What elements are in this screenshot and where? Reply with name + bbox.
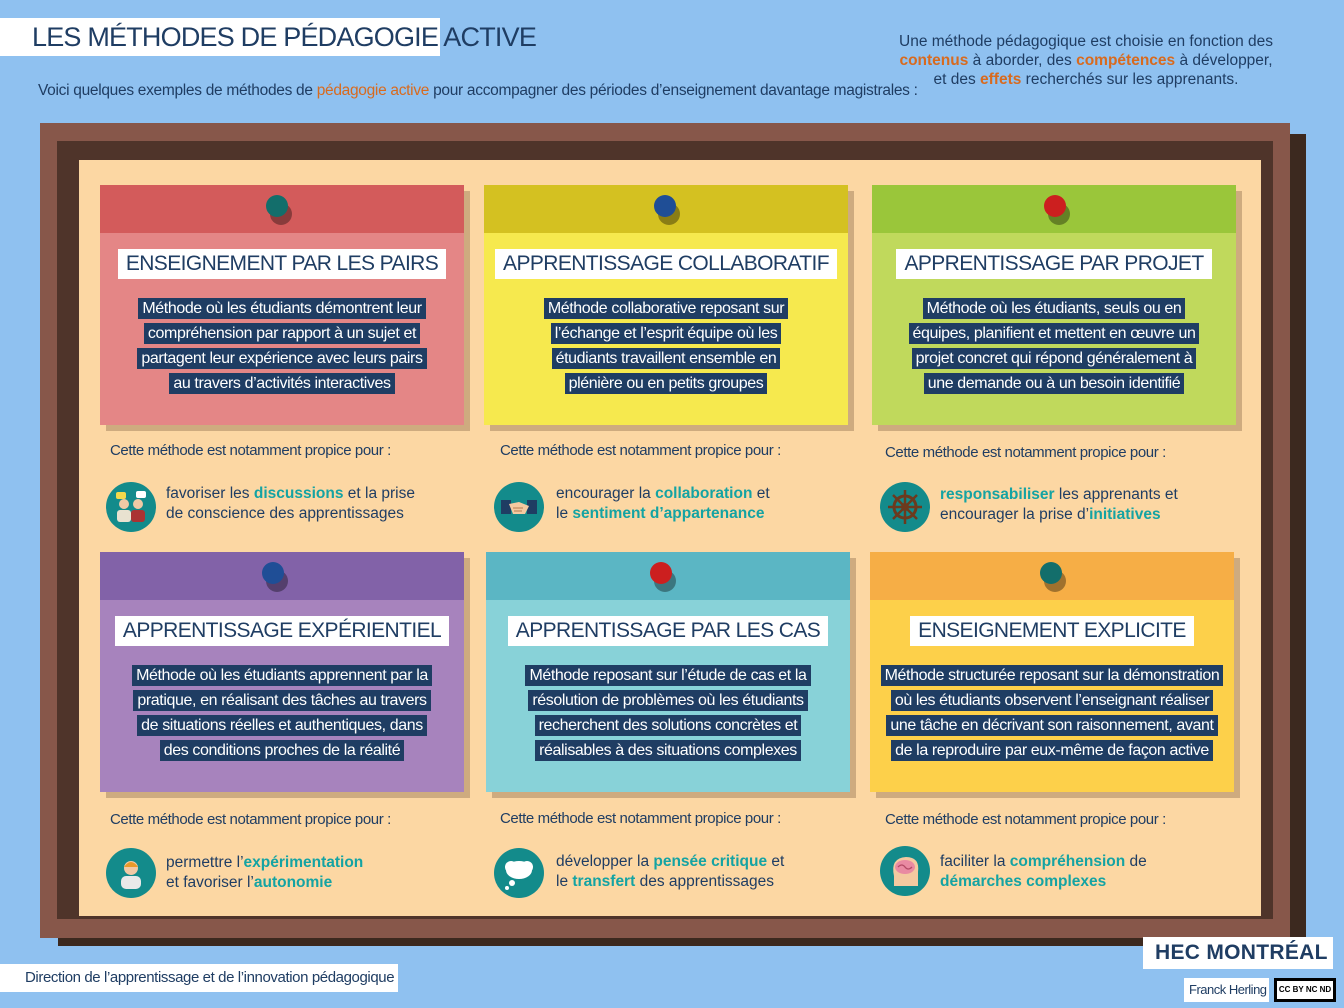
card-title bbox=[100, 616, 464, 646]
description-line: équipes, planifient et mettent en œuvre un bbox=[909, 323, 1200, 344]
card-description bbox=[870, 665, 1234, 765]
keyword-effets: effets bbox=[980, 71, 1022, 88]
benefit-part: encourager la prise d’ bbox=[940, 506, 1090, 523]
card-description bbox=[872, 298, 1236, 398]
benefit-part: le bbox=[556, 873, 573, 890]
push-pin-icon bbox=[654, 195, 680, 221]
benefit-keyword: responsabiliser bbox=[940, 486, 1055, 503]
card-title bbox=[872, 249, 1236, 279]
propice-label: Cette méthode est notamment propice pour : bbox=[500, 442, 781, 459]
hec-logo bbox=[1143, 937, 1333, 969]
benefit-part: de conscience des apprentissages bbox=[166, 505, 404, 522]
description-line: projet concret qui répond généralement à bbox=[912, 348, 1197, 369]
card-title bbox=[100, 249, 464, 279]
cc-license-badge bbox=[1274, 978, 1336, 1002]
description-line: pratique, en réalisant des tâches au travers bbox=[133, 690, 430, 711]
method-card bbox=[100, 185, 464, 425]
note-part: recherchés sur les apprenants. bbox=[1021, 71, 1239, 88]
card-title-text: APPRENTISSAGE PAR PROJET bbox=[896, 249, 1211, 279]
propice-label: Cette méthode est notamment propice pour : bbox=[885, 811, 1166, 828]
card-title-text: APPRENTISSAGE COLLABORATIF bbox=[495, 249, 837, 279]
benefit-text bbox=[940, 485, 1178, 525]
keyword-contenus: contenus bbox=[899, 52, 969, 69]
benefit-part: les apprenants et bbox=[1054, 486, 1178, 503]
ship-wheel-icon bbox=[880, 482, 930, 532]
card-title bbox=[870, 616, 1234, 646]
description-line: résolution de problèmes où les étudiants bbox=[528, 690, 807, 711]
benefit-part: encourager la bbox=[556, 485, 656, 502]
card-title bbox=[486, 616, 850, 646]
description-line: réalisables à des situations complexes bbox=[535, 740, 801, 761]
department-banner bbox=[0, 964, 398, 992]
author-credit bbox=[1184, 978, 1269, 1002]
license-text: CC BY NC ND bbox=[1277, 981, 1333, 999]
card-description bbox=[100, 665, 464, 765]
benefit-part: et la prise bbox=[343, 485, 415, 502]
benefit-part: et bbox=[752, 485, 770, 502]
description-line: une tâche en décrivant son raisonnement, avant bbox=[886, 715, 1217, 736]
card-title-text: ENSEIGNEMENT PAR LES PAIRS bbox=[118, 249, 446, 279]
method-choice-note bbox=[862, 32, 1310, 89]
description-line: une demande ou à un besoin identifié bbox=[924, 373, 1184, 394]
description-line: Méthode où les étudiants, seuls ou en bbox=[923, 298, 1186, 319]
note-line: Une méthode pédagogique est choisie en fonction des bbox=[899, 33, 1273, 50]
description-line: recherchent des solutions concrètes et bbox=[535, 715, 802, 736]
benefit-part: le bbox=[556, 505, 573, 522]
benefit-part: développer la bbox=[556, 853, 654, 870]
intro-part: pour accompagner des périodes d’enseignement davantage magistrales : bbox=[429, 82, 918, 99]
intro-highlight: pédagogie active bbox=[316, 82, 430, 99]
description-line: de situations réelles et authentiques, dans bbox=[137, 715, 427, 736]
description-line: de la reproduire par eux-même de façon active bbox=[891, 740, 1213, 761]
benefit-keyword: discussions bbox=[253, 485, 344, 502]
description-line: Méthode où les étudiants démontrent leur bbox=[138, 298, 425, 319]
note-part: à développer, bbox=[1175, 52, 1273, 69]
intro-text bbox=[38, 82, 918, 100]
keyword-competences: compétences bbox=[1076, 52, 1176, 69]
propice-label: Cette méthode est notamment propice pour : bbox=[110, 811, 391, 828]
push-pin-icon bbox=[1044, 195, 1070, 221]
intro-part: Voici quelques exemples de méthodes de bbox=[38, 82, 317, 99]
push-pin-icon bbox=[1040, 562, 1066, 588]
card-title-text: APPRENTISSAGE EXPÉRIENTIEL bbox=[115, 616, 449, 646]
people-talking-icon bbox=[106, 482, 156, 532]
benefit-keyword: compréhension bbox=[1009, 853, 1126, 870]
push-pin-icon bbox=[650, 562, 676, 588]
benefit-keyword: expérimentation bbox=[243, 854, 364, 871]
description-line: l’échange et l’esprit équipe où les bbox=[551, 323, 782, 344]
benefit-keyword: initiatives bbox=[1089, 506, 1161, 523]
handshake-icon bbox=[494, 482, 544, 532]
push-pin-icon bbox=[266, 195, 292, 221]
benefit-text bbox=[556, 852, 784, 892]
note-part: à aborder, des bbox=[968, 52, 1077, 69]
benefit-keyword: sentiment d’appartenance bbox=[572, 505, 765, 522]
description-line: plénière ou en petits groupes bbox=[565, 373, 768, 394]
card-description bbox=[486, 665, 850, 765]
benefit-keyword: démarches complexes bbox=[940, 873, 1107, 890]
card-description bbox=[484, 298, 848, 398]
method-card bbox=[484, 185, 848, 425]
benefit-part: de bbox=[1125, 853, 1147, 870]
hec-logo-text: HEC MONTRÉAL bbox=[1155, 941, 1328, 964]
card-title bbox=[484, 249, 848, 279]
page-title: LES MÉTHODES DE PÉDAGOGIE ACTIVE bbox=[32, 22, 537, 52]
benefit-text bbox=[166, 853, 363, 893]
department-name: Direction de l’apprentissage et de l’innovation pédagogique bbox=[25, 969, 395, 986]
method-card bbox=[872, 185, 1236, 425]
person-icon bbox=[106, 848, 156, 898]
description-line: Méthode collaborative reposant sur bbox=[544, 298, 788, 319]
description-line: des conditions proches de la réalité bbox=[160, 740, 404, 761]
propice-label: Cette méthode est notamment propice pour : bbox=[500, 810, 781, 827]
card-title-text: APPRENTISSAGE PAR LES CAS bbox=[508, 616, 828, 646]
benefit-keyword: pensée critique bbox=[653, 853, 768, 870]
method-card bbox=[486, 552, 850, 792]
title-banner bbox=[0, 18, 537, 56]
description-line: Méthode structurée reposant sur la démonstration bbox=[881, 665, 1224, 686]
thought-cloud-icon bbox=[494, 848, 544, 898]
note-part: et des bbox=[933, 71, 981, 88]
description-line: compréhension par rapport à un sujet et bbox=[144, 323, 420, 344]
method-card bbox=[870, 552, 1234, 792]
card-description bbox=[100, 298, 464, 398]
benefit-text bbox=[556, 484, 770, 524]
brain-head-icon bbox=[880, 846, 930, 896]
benefit-text bbox=[940, 852, 1147, 892]
benefit-keyword: transfert bbox=[572, 873, 636, 890]
benefit-part: permettre l’ bbox=[166, 854, 244, 871]
benefit-part: favoriser les bbox=[166, 485, 254, 502]
propice-label: Cette méthode est notamment propice pour : bbox=[110, 442, 391, 459]
description-line: où les étudiants observent l’enseignant réaliser bbox=[891, 690, 1213, 711]
propice-label: Cette méthode est notamment propice pour : bbox=[885, 444, 1166, 461]
benefit-part: faciliter la bbox=[940, 853, 1010, 870]
benefit-keyword: autonomie bbox=[253, 874, 333, 891]
method-card bbox=[100, 552, 464, 792]
benefit-part: et bbox=[767, 853, 785, 870]
benefit-part: des apprentissages bbox=[635, 873, 774, 890]
benefit-part: et favoriser l’ bbox=[166, 874, 254, 891]
description-line: partagent leur expérience avec leurs pairs bbox=[137, 348, 426, 369]
description-line: étudiants travaillent ensemble en bbox=[552, 348, 781, 369]
description-line: Méthode où les étudiants apprennent par la bbox=[132, 665, 432, 686]
description-line: au travers d’activités interactives bbox=[169, 373, 394, 394]
push-pin-icon bbox=[262, 562, 288, 588]
description-line: Méthode reposant sur l’étude de cas et la bbox=[525, 665, 810, 686]
benefit-keyword: collaboration bbox=[655, 485, 753, 502]
author-name: Franck Herling bbox=[1189, 982, 1267, 997]
benefit-text bbox=[166, 484, 415, 524]
card-title-text: ENSEIGNEMENT EXPLICITE bbox=[910, 616, 1194, 646]
